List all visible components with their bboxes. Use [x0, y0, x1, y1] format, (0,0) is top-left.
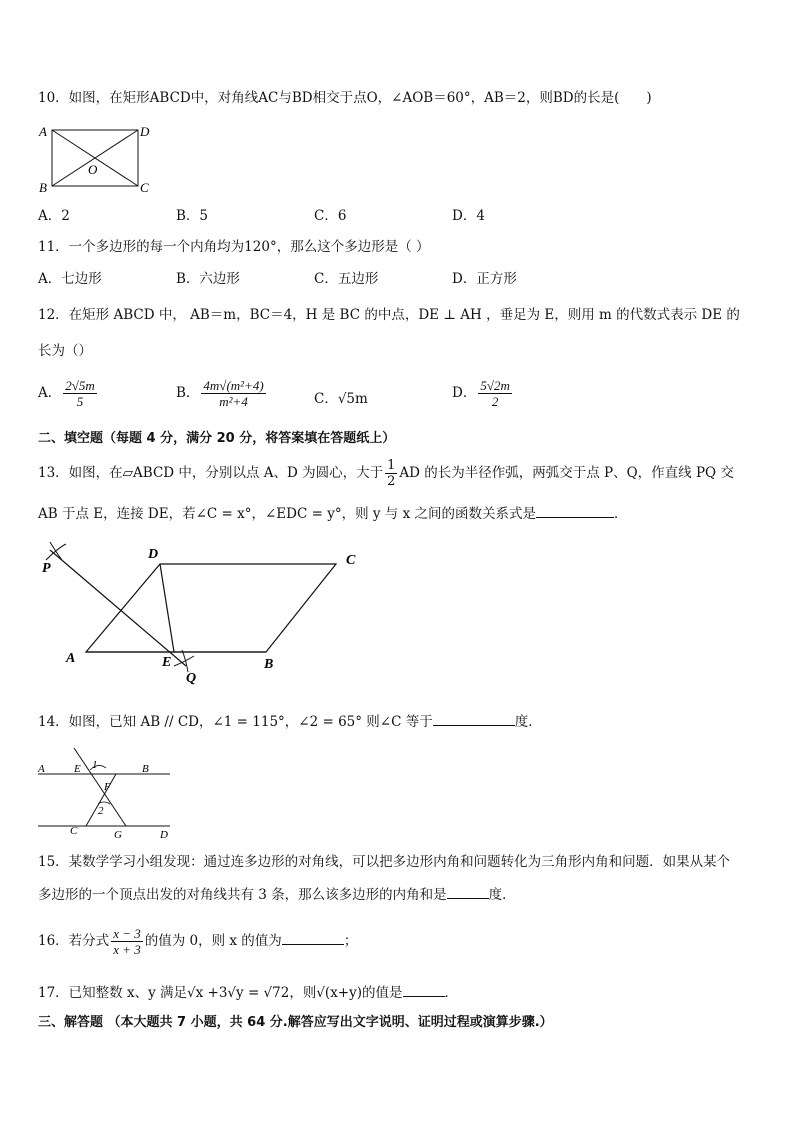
q12-option-a-prefix: A．: [38, 385, 62, 401]
q10-option-c[interactable]: C．6: [314, 208, 347, 224]
q14-label-2: 2: [98, 805, 104, 817]
q17-prefix: 17．已知整数 x、y 满足: [38, 985, 188, 1001]
q12-option-a-den: 5: [76, 394, 84, 409]
q10-option-d[interactable]: D．4: [452, 208, 485, 224]
q12-option-c[interactable]: C．√5m: [314, 391, 368, 407]
q13-label-a: A: [66, 651, 76, 666]
q14-label-a: A: [38, 763, 45, 775]
q17-answer-blank[interactable]: [403, 982, 445, 997]
q13-label-e: E: [162, 655, 172, 670]
q10-label-b: B: [39, 180, 47, 195]
q11-option-c[interactable]: C．五边形: [314, 271, 379, 287]
q10-label-c: C: [140, 180, 149, 195]
q11-option-a[interactable]: A．七边形: [38, 271, 102, 287]
q12-option-b[interactable]: [176, 378, 268, 409]
q12-option-b-den: m²+4: [219, 394, 248, 409]
q12-option-d-den: 2: [491, 394, 499, 409]
q15-line1: 15．某数学学习小组发现：通过连多边形的对角线，可以把多边形内角和问题转化为三角形内角和问题．如果从某个: [38, 854, 731, 870]
q12-option-a-num: 2√5m: [65, 378, 95, 393]
q16-middle: 的值为 0，则 x 的值为: [144, 933, 282, 949]
q14-answer-blank[interactable]: [433, 711, 515, 726]
q12-option-d-num: 5√2m: [480, 378, 510, 393]
q17-expr: √x +3√y = √72: [187, 985, 290, 1001]
q13-label-c: C: [346, 553, 356, 568]
q16-prefix: 16．若分式: [38, 933, 110, 949]
q12-option-b-num: 4m√(m²+4): [203, 378, 264, 393]
q13-answer-blank[interactable]: [536, 503, 614, 518]
q17-expr2: √(x+y): [316, 985, 363, 1001]
q10-rectangle-figure: [36, 122, 156, 196]
q12-option-d[interactable]: [452, 378, 514, 409]
q10-label-o: O: [88, 162, 98, 177]
q10-option-b[interactable]: B．5: [176, 208, 209, 224]
q17-end: ．: [444, 985, 459, 1001]
q16-den: x + 3: [113, 942, 141, 957]
q13-stem-line2: [38, 503, 627, 524]
q14-label-f: F: [104, 781, 111, 793]
q12-option-a[interactable]: [38, 378, 99, 409]
q11-option-b[interactable]: B．六边形: [176, 271, 240, 287]
q14-label-1: 1: [92, 759, 98, 771]
q16-end: ；: [343, 933, 358, 949]
q13-frac-num: 1: [387, 458, 396, 473]
q13-label-b: B: [264, 657, 274, 672]
q15-answer-blank[interactable]: [447, 884, 489, 899]
section-2-heading: 二、填空题（每题 4 分，满分 20 分，将答案填在答题纸上）: [38, 431, 396, 446]
q13-label-d: D: [148, 547, 159, 562]
q10-stem: 10．如图，在矩形ABCD中，对角线AC与BD相交于点O，∠AOB＝60°，AB＝2，则BD的长是( ): [38, 90, 652, 106]
q15-line2: 多边形的一个顶点出发的对角线共有 3 条，那么该多边形的内角和是: [38, 887, 447, 903]
q14-stem-end: 度．: [514, 714, 542, 730]
q13-parallelogram-figure: [36, 538, 376, 688]
q14-label-c: C: [70, 825, 78, 837]
q12-stem-line1: 12．在矩形 ABCD 中， AB＝m，BC＝4，H 是 BC 的中点，DE ⊥ AH ，垂足为 E，则用 m 的代数式表示 DE 的: [38, 307, 740, 323]
q13-stem-line1: [38, 458, 734, 489]
q14-stem: 14．如图，已知 AB // CD，∠1 = 115°，∠2 = 65° 则∠C 等于: [38, 714, 433, 730]
q13-label-q: Q: [186, 671, 197, 686]
q14-parallel-lines-figure: [34, 744, 174, 840]
q14-stem-line: [38, 711, 542, 732]
q12-stem-line2: 长为（）: [38, 343, 92, 359]
q14-label-b: B: [142, 763, 149, 775]
q15-line2-end: 度．: [488, 887, 516, 903]
q13-stem-part1a: 13．如图，在▱ABCD 中，分别以点 A、D 为圆心，大于: [38, 465, 384, 481]
q17-after: 的值是: [362, 985, 403, 1001]
section-3-heading: 三、解答题 （本大题共 7 小题，共 64 分.解答应写出文字说明、证明过程或演算步骤.）: [38, 1015, 553, 1030]
q11-stem: 11．一个多边形的每一个内角均为120°，那么这个多边形是（ ）: [38, 239, 430, 255]
q10-option-a[interactable]: A．2: [38, 208, 70, 224]
q17-middle: ，则: [289, 985, 317, 1001]
q15-line2-wrap: [38, 884, 516, 905]
q12-option-b-prefix: B．: [176, 385, 200, 401]
q11-option-d[interactable]: D．正方形: [452, 271, 517, 287]
q14-label-g: G: [114, 829, 122, 840]
q17-line: [38, 982, 458, 1003]
q13-stem-end: ．: [613, 506, 628, 522]
q10-label-d: D: [140, 124, 150, 139]
q14-label-e: E: [74, 763, 81, 775]
q14-label-d: D: [160, 829, 168, 840]
q10-label-a: A: [39, 124, 47, 139]
q13-stem-part1b: AD 的长为半径作弧，两弧交于点 P、Q，作直线 PQ 交: [399, 465, 734, 481]
q16-line: [38, 926, 357, 957]
q16-answer-blank[interactable]: [282, 930, 344, 945]
q16-num: x − 3: [113, 926, 141, 941]
q13-label-p: P: [42, 561, 51, 576]
q13-frac-den: 2: [387, 474, 396, 489]
q13-stem-part2: AB 于点 E，连接 DE，若∠C = x°，∠EDC = y°，则 y 与 x 之间的函数关系式是: [38, 506, 536, 522]
q12-option-d-prefix: D．: [452, 385, 477, 401]
